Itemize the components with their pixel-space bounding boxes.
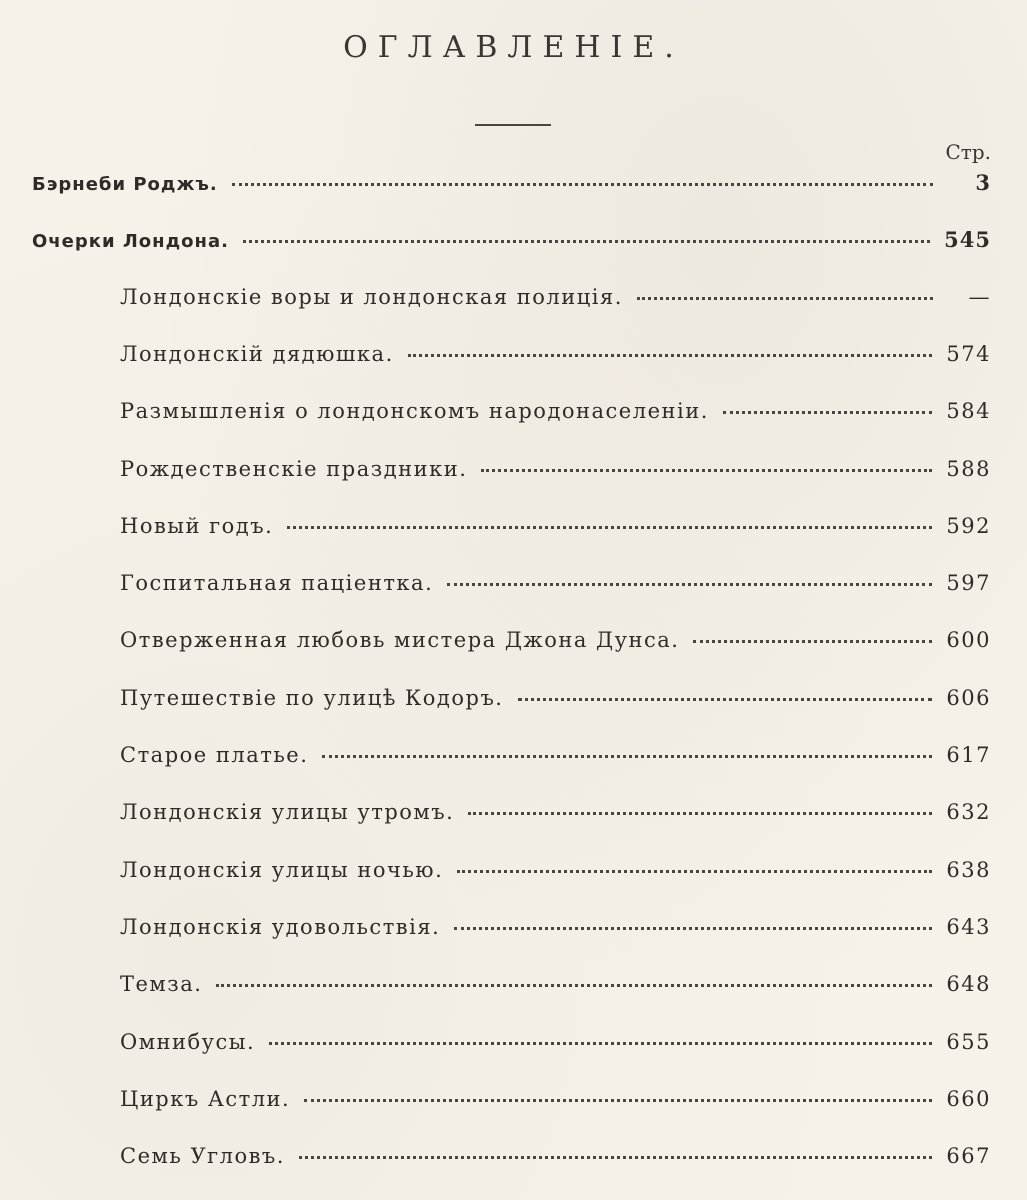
toc-entry-page-number: 660: [946, 1086, 991, 1111]
toc-entry: [120, 743, 991, 783]
dot-leader: [232, 183, 933, 186]
toc-entry-title: Лондонскія удовольствія.: [120, 914, 441, 939]
toc-entry: [120, 915, 991, 955]
dot-leader: [243, 240, 930, 243]
dot-leader: [299, 1156, 932, 1159]
dot-leader: [408, 354, 933, 357]
toc-entry-page-number: 3: [975, 170, 991, 195]
toc-entry-page-number: 632: [946, 800, 991, 825]
toc-entry-title: Госпитальная паціентка.: [120, 571, 434, 596]
toc-entry: [120, 285, 991, 325]
toc-entry-title: Циркъ Астли.: [120, 1086, 291, 1111]
toc-entry-title: Старое платье.: [120, 743, 309, 767]
title-rule: [475, 124, 551, 126]
toc-entry-page-number: 592: [946, 513, 991, 538]
toc-entry-page-number: 617: [946, 743, 991, 767]
toc-entry: [120, 1087, 991, 1127]
toc-entry-title: Размышленія о лондонскомъ народонаселеніи.: [120, 399, 709, 424]
toc-entry: [120, 514, 991, 554]
dot-leader: [637, 297, 933, 300]
toc-entry-page-number: 600: [946, 628, 991, 653]
dot-leader: [287, 526, 932, 529]
toc-entry-title: Лондонскіе воры и лондонская полиція.: [120, 284, 623, 309]
toc-entry-title: Лондонскія улицы ночью.: [120, 857, 444, 882]
dot-leader: [457, 870, 932, 873]
toc-entry: [120, 1030, 991, 1070]
toc-entry-title: Бэрнеби Роджъ.: [32, 174, 218, 195]
toc-entry-page-number: 643: [946, 914, 991, 939]
toc-entry-page-number: 597: [946, 571, 991, 596]
toc-entry-title: Лондонскій дядюшка.: [120, 341, 394, 366]
toc-entry: [120, 800, 991, 840]
toc-entry: [120, 972, 991, 1012]
toc-entry-page-number: 606: [946, 685, 991, 710]
toc-entry-title: Рождественскіе праздники.: [120, 456, 468, 481]
toc-entry: [120, 686, 991, 726]
page-title: ОГЛАВЛЕНІЕ.: [343, 30, 684, 65]
toc-entry: [120, 399, 991, 439]
dot-leader: [481, 469, 932, 472]
dot-leader: [693, 640, 932, 643]
toc-entry-title: Темза.: [120, 972, 203, 997]
toc-entry-title: Новый годъ.: [120, 513, 274, 538]
toc-entry-page-number: 648: [946, 972, 991, 997]
dot-leader: [304, 1099, 932, 1102]
toc-entry: [120, 628, 991, 668]
toc-entry-page-number: 584: [946, 399, 991, 424]
toc-entry-title: Путешествіе по улицѣ Кодоръ.: [120, 685, 504, 710]
dot-leader: [723, 411, 933, 414]
dot-leader: [447, 583, 932, 586]
dot-leader: [322, 755, 932, 758]
toc-entry-title: Очерки Лондона.: [32, 231, 229, 253]
toc-entry-page-number: 588: [946, 456, 991, 481]
toc-entry: [120, 1144, 991, 1184]
toc-entry: [32, 227, 991, 267]
toc-entry-page-number: 638: [946, 857, 991, 882]
toc-entry-page-number: 655: [946, 1029, 991, 1054]
dot-leader: [269, 1042, 932, 1045]
dot-leader: [216, 984, 932, 987]
dot-leader: [454, 927, 932, 930]
toc-entry: [32, 170, 991, 210]
toc-entry-page-number: 667: [946, 1144, 991, 1169]
dot-leader: [468, 812, 932, 815]
toc-entry-title: Отверженная любовь мистера Джона Дунса.: [120, 628, 680, 653]
toc-entry: [120, 571, 991, 611]
toc-entry: [120, 457, 991, 497]
toc-entry: [120, 858, 991, 898]
toc-entry-page-number: —: [968, 284, 991, 309]
page-column-label: Стр.: [945, 140, 991, 164]
dot-leader: [518, 698, 933, 701]
toc-entry-page-number: 574: [946, 341, 991, 366]
toc-entry-title: Семь Угловъ.: [120, 1144, 285, 1169]
toc-entry-title: Лондонскія улицы утромъ.: [120, 800, 455, 825]
toc-entry-page-number: 545: [944, 227, 991, 253]
toc-entry: [120, 342, 991, 382]
toc-entry-title: Омнибусы.: [120, 1029, 256, 1054]
